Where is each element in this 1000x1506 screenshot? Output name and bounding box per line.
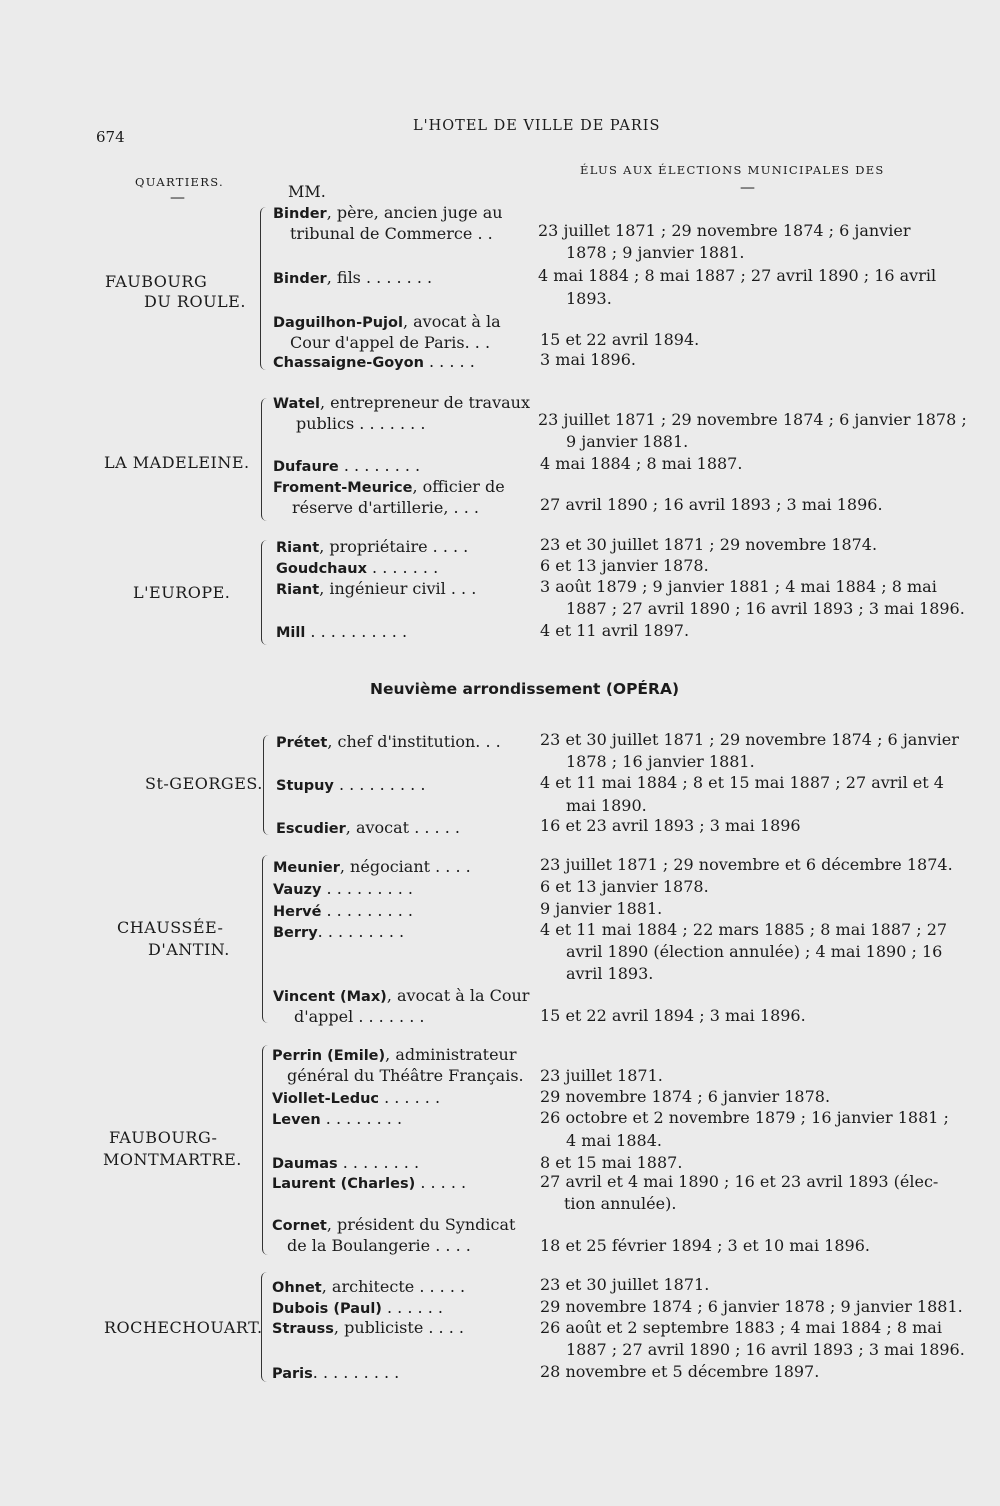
member-entry: Berry. . . . . . . . .: [273, 922, 405, 941]
mm-abbreviation: MM.: [288, 182, 326, 201]
election-dates: mai 1890.: [566, 796, 647, 815]
member-entry: Binder, père, ancien juge au: [273, 203, 503, 222]
quartier-label: LA MADELEINE.: [104, 453, 250, 472]
member-entry: Perrin (Emile), administrateur: [272, 1045, 517, 1064]
election-dates: 23 juillet 1871 ; 29 novembre 1874 ; 6 janvier: [538, 221, 911, 240]
member-entry: Dubois (Paul) . . . . . .: [272, 1298, 443, 1317]
quartier-label: St-GEORGES.: [145, 774, 263, 793]
quartier-label: ROCHECHOUART.: [104, 1318, 263, 1337]
member-entry: Escudier, avocat . . . . .: [276, 818, 460, 837]
election-dates: 23 et 30 juillet 1871 ; 29 novembre 1874 ; 6 janvier: [540, 730, 959, 749]
brace-bracket: [261, 1272, 268, 1382]
election-dates: 23 juillet 1871 ; 29 novembre 1874 ; 6 janvier 1878 ;: [538, 410, 967, 429]
member-entry: Paris. . . . . . . . .: [272, 1363, 400, 1382]
member-entry-cont: tribunal de Commerce . .: [290, 224, 493, 243]
election-dates: 26 octobre et 2 novembre 1879 ; 16 janvier 1881 ;: [540, 1108, 949, 1127]
brace-bracket: [261, 540, 268, 645]
member-entry: Riant, ingénieur civil . . .: [276, 579, 477, 598]
election-dates: 1893.: [566, 289, 612, 308]
election-dates: 1878 ; 16 janvier 1881.: [566, 752, 755, 771]
member-entry: Goudchaux . . . . . . .: [276, 558, 439, 577]
election-dates: 4 mai 1884.: [566, 1131, 662, 1150]
election-dates: 29 novembre 1874 ; 6 janvier 1878 ; 9 janvier 1881.: [540, 1297, 963, 1316]
brace-bracket: [263, 735, 270, 835]
election-dates: 9 janvier 1881.: [540, 899, 663, 918]
quartier-label: FAUBOURG: [105, 272, 208, 291]
quartier-label: L'EUROPE.: [133, 583, 231, 602]
member-entry-cont: publics . . . . . . .: [296, 414, 426, 433]
election-dates: tion annulée).: [564, 1194, 677, 1213]
election-dates: 3 août 1879 ; 9 janvier 1881 ; 4 mai 1884 ; 8 mai: [540, 577, 937, 596]
election-dates: 23 juillet 1871 ; 29 novembre et 6 décembre 1874.: [540, 855, 953, 874]
quartier-label: CHAUSSÉE-: [117, 918, 224, 937]
election-dates: 8 et 15 mai 1887.: [540, 1153, 683, 1172]
running-head: L'HOTEL DE VILLE DE PARIS: [413, 118, 661, 134]
member-entry: Prétet, chef d'institution. . .: [276, 732, 501, 751]
election-dates: 23 et 30 juillet 1871.: [540, 1275, 710, 1294]
column-heading-quartiers: QUARTIERS.: [135, 175, 224, 189]
member-entry: Chassaigne-Goyon . . . . .: [273, 352, 475, 371]
election-dates: 4 et 11 avril 1897.: [540, 621, 690, 640]
election-dates: 3 mai 1896.: [540, 350, 636, 369]
election-dates: 23 et 30 juillet 1871 ; 29 novembre 1874.: [540, 535, 878, 554]
member-entry: Leven . . . . . . . .: [272, 1109, 403, 1128]
election-dates: 6 et 13 janvier 1878.: [540, 877, 709, 896]
election-dates: avril 1893.: [566, 964, 654, 983]
election-dates: 4 mai 1884 ; 8 mai 1887.: [540, 454, 743, 473]
brace-bracket: [262, 1045, 269, 1255]
election-dates: 4 et 11 mai 1884 ; 22 mars 1885 ; 8 mai 1887 ; 27: [540, 920, 948, 939]
election-dates: 28 novembre et 5 décembre 1897.: [540, 1362, 820, 1381]
member-entry-cont: général du Théâtre Français.: [287, 1066, 524, 1085]
election-dates: 1887 ; 27 avril 1890 ; 16 avril 1893 ; 3 mai 1896.: [566, 599, 965, 618]
member-entry-cont: d'appel . . . . . . .: [294, 1007, 425, 1026]
brace-bracket: [260, 207, 267, 370]
member-entry: Laurent (Charles) . . . . .: [272, 1173, 467, 1192]
election-dates: 9 janvier 1881.: [566, 432, 689, 451]
member-entry: Viollet-Leduc . . . . . .: [272, 1088, 441, 1107]
member-entry: Daguilhon-Pujol, avocat à la: [273, 312, 501, 331]
brace-bracket: [262, 855, 269, 1023]
election-dates: 27 avril et 4 mai 1890 ; 16 et 23 avril 1893 (élec-: [540, 1172, 939, 1191]
member-entry: Vincent (Max), avocat à la Cour: [273, 986, 530, 1005]
quartier-label: D'ANTIN.: [148, 940, 230, 959]
quartier-label: DU ROULE.: [144, 292, 246, 311]
member-entry: Riant, propriétaire . . . .: [276, 537, 469, 556]
member-entry: Meunier, négociant . . . .: [273, 857, 471, 876]
column-dash-left: —: [170, 188, 185, 206]
page-number: 674: [96, 128, 125, 146]
election-dates: 15 et 22 avril 1894 ; 3 mai 1896.: [540, 1006, 806, 1025]
member-entry-cont: réserve d'artillerie, . . .: [292, 498, 479, 517]
member-entry-cont: Cour d'appel de Paris. . .: [290, 333, 491, 352]
election-dates: 6 et 13 janvier 1878.: [540, 556, 709, 575]
member-entry: Binder, fils . . . . . . .: [273, 268, 433, 287]
election-dates: 16 et 23 avril 1893 ; 3 mai 1896: [540, 816, 801, 835]
member-entry: Cornet, président du Syndicat: [272, 1215, 516, 1234]
member-entry: Ohnet, architecte . . . . .: [272, 1277, 466, 1296]
election-dates: 27 avril 1890 ; 16 avril 1893 ; 3 mai 1896.: [540, 495, 883, 514]
election-dates: 26 août et 2 septembre 1883 ; 4 mai 1884 ; 8 mai: [540, 1318, 942, 1337]
election-dates: 1887 ; 27 avril 1890 ; 16 avril 1893 ; 3 mai 1896.: [566, 1340, 965, 1359]
member-entry: Stupuy . . . . . . . . .: [276, 775, 426, 794]
election-dates: 4 mai 1884 ; 8 mai 1887 ; 27 avril 1890 ; 16 avril: [538, 266, 937, 285]
member-entry: Dufaure . . . . . . . .: [273, 456, 421, 475]
member-entry: Mill . . . . . . . . . .: [276, 622, 408, 641]
quartier-label: MONTMARTRE.: [103, 1150, 242, 1169]
quartier-label: FAUBOURG-: [109, 1128, 218, 1147]
member-entry: Strauss, publiciste . . . .: [272, 1318, 464, 1337]
section-title: Neuvième arrondissement (OPÉRA): [370, 680, 680, 698]
election-dates: 23 juillet 1871.: [540, 1066, 663, 1085]
column-heading-elus: ÉLUS AUX ÉLECTIONS MUNICIPALES DES: [580, 163, 885, 177]
election-dates: 1878 ; 9 janvier 1881.: [566, 243, 745, 262]
member-entry: Froment-Meurice, officier de: [273, 477, 505, 496]
member-entry: Vauzy . . . . . . . . .: [273, 879, 413, 898]
election-dates: 18 et 25 février 1894 ; 3 et 10 mai 1896.: [540, 1236, 870, 1255]
member-entry: Hervé . . . . . . . . .: [273, 901, 413, 920]
member-entry: Daumas . . . . . . . .: [272, 1153, 420, 1172]
brace-bracket: [261, 398, 268, 521]
member-entry-cont: de la Boulangerie . . . .: [287, 1236, 471, 1255]
election-dates: 29 novembre 1874 ; 6 janvier 1878.: [540, 1087, 831, 1106]
election-dates: 15 et 22 avril 1894.: [540, 330, 700, 349]
column-dash-right: —: [740, 178, 755, 196]
election-dates: avril 1890 (élection annulée) ; 4 mai 1890 ; 16: [566, 942, 943, 961]
member-entry: Watel, entrepreneur de travaux: [273, 393, 530, 412]
election-dates: 4 et 11 mai 1884 ; 8 et 15 mai 1887 ; 27 avril et 4: [540, 773, 944, 792]
